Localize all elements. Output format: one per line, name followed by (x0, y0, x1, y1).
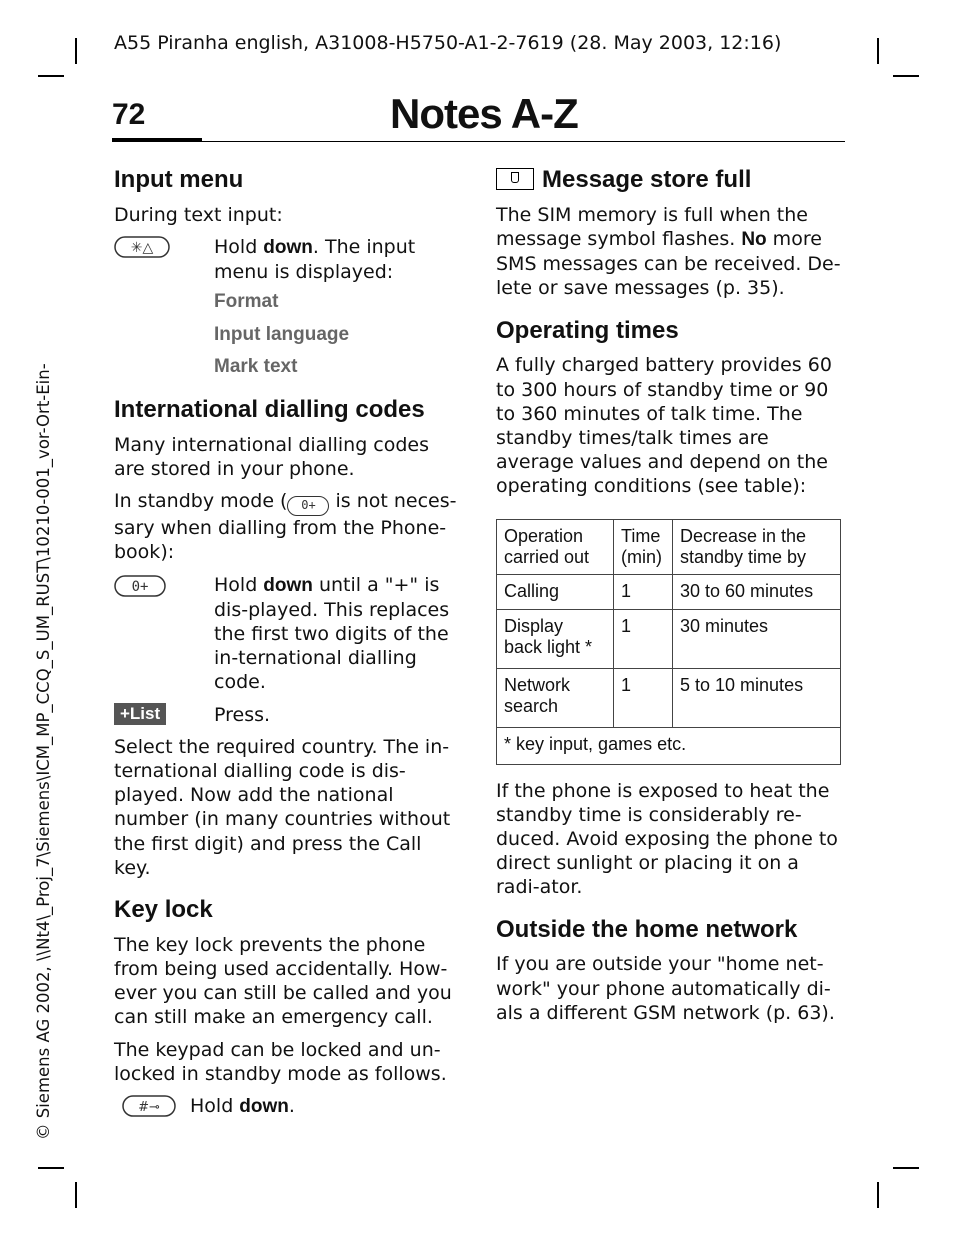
intl-step-press (114, 703, 464, 727)
section-heading-input-menu: Input menu (114, 166, 244, 193)
intl-paragraph-3: Select the required country. The in-ternational dialling code is dis-played. Now add the national number (in many countries without the first digit) and press the Call key. (114, 735, 451, 879)
input-menu-step (114, 235, 464, 284)
keylock-paragraph-2: The keypad can be locked and un-locked in standby mode as follows. (114, 1038, 447, 1085)
table-cell: 30 to 60 minutes (673, 574, 841, 609)
page-number: 72 (112, 98, 146, 131)
crop-mark (38, 1167, 64, 1169)
input-menu-step-text: Hold down. The input menu is displayed: (214, 236, 416, 284)
intl-paragraph-1: Many international dialling codes are stored in your phone. (114, 433, 430, 480)
keylock-step (114, 1094, 464, 1119)
operating-times-paragraph-1: A fully charged battery provides 60 to 300 hours of standby time or 90 to 360 minutes of talk time. The standby times/talk times are average values and depend on the operating conditions (see table): (496, 354, 832, 498)
table-row (497, 609, 841, 668)
section-heading-international: International dialling codes (114, 395, 425, 423)
menu-item-input-language: Input language (214, 323, 350, 345)
crop-mark (75, 38, 77, 64)
input-menu-intro: During text input: (114, 203, 283, 226)
table-cell: 30 minutes (673, 609, 841, 668)
menu-item-mark-text: Mark text (214, 356, 298, 378)
zero-key-icon: 0+ (287, 496, 329, 516)
crop-mark (877, 38, 879, 64)
table-cell: 1 (614, 668, 673, 727)
list-softkey: +List (114, 703, 166, 725)
keylock-paragraph-1: The key lock prevents the phone from being used accidentally. How-ever you can still be called and you can still make an emergency call. (114, 933, 452, 1029)
zero-plus-key-icon (114, 574, 166, 602)
table-header-cell: Decrease in the standby time by (673, 519, 841, 574)
svg-text:#⊸: #⊸ (138, 1099, 160, 1115)
left-column (114, 160, 464, 1119)
crop-mark (38, 75, 64, 77)
table-cell: 1 (614, 609, 673, 668)
table-cell: Network search (497, 668, 614, 727)
section-heading-outside-network: Outside the home network (496, 915, 798, 943)
table-row (497, 668, 841, 727)
right-column (496, 160, 846, 1025)
hash-key-icon (122, 1094, 176, 1122)
svg-text:✳△: ✳△ (130, 240, 154, 256)
table-header-row (497, 519, 841, 574)
page-title: Notes A-Z (390, 90, 578, 137)
table-row (497, 574, 841, 609)
intl-step-hold-text: Hold down until a "+" is dis-played. This replaces the first two digits of the in-ternational dialling code. (214, 573, 450, 694)
operating-times-table (496, 519, 841, 765)
side-copyright: © Siemens AG 2002, \\Nt4\_Proj_7\Siemens\ICM_MP_CCQ_S_UM_RUST\10210-001_vor-Ort-Ein- (34, 363, 53, 1140)
table-footnote-row (497, 727, 841, 764)
keylock-step-text: Hold down. (190, 1094, 295, 1117)
table-header-cell: Operation carried out (497, 519, 614, 574)
svg-text:0+: 0+ (131, 578, 149, 595)
crop-mark (893, 1167, 919, 1169)
intl-paragraph-2: In standby mode ( 0+ is not neces-sary when dialling from the Phone-book): (114, 490, 457, 564)
section-heading-message-store: Message store full (496, 166, 846, 195)
star-key-icon (114, 235, 170, 263)
crop-mark (75, 1182, 77, 1208)
title-rule (112, 141, 845, 142)
document-header: A55 Piranha english, A31008-H5750-A1-2-7619 (28. May 2003, 12:16) (114, 32, 782, 54)
section-heading-operating-times: Operating times (496, 316, 679, 344)
table-header-cell: Time (min) (614, 519, 673, 574)
intl-step-press-text: Press. (214, 703, 271, 726)
crop-mark (893, 75, 919, 77)
menu-item-format: Format (214, 291, 279, 313)
intl-step-hold (114, 573, 464, 695)
section-heading-key-lock: Key lock (114, 895, 213, 923)
crop-mark (877, 1182, 879, 1208)
table-footnote: * key input, games etc. (497, 727, 841, 764)
outside-network-paragraph: If you are outside your "home net-work" your phone automatically di-als a different GSM network (p. 63). (496, 953, 835, 1024)
message-store-paragraph: The SIM memory is full when the message symbol flashes. No more SMS messages can be received. De-lete or save messages (p. 35). (496, 203, 841, 300)
operating-times-paragraph-2: If the phone is exposed to heat the standby time is considerably re-duced. Avoid exposing the phone to direct sunlight or placing it on a radi-ator. (496, 779, 838, 899)
message-icon (496, 168, 534, 190)
table-cell: 1 (614, 574, 673, 609)
table-cell: Calling (497, 574, 614, 609)
table-cell: 5 to 10 minutes (673, 668, 841, 727)
table-cell: Display back light * (497, 609, 614, 668)
